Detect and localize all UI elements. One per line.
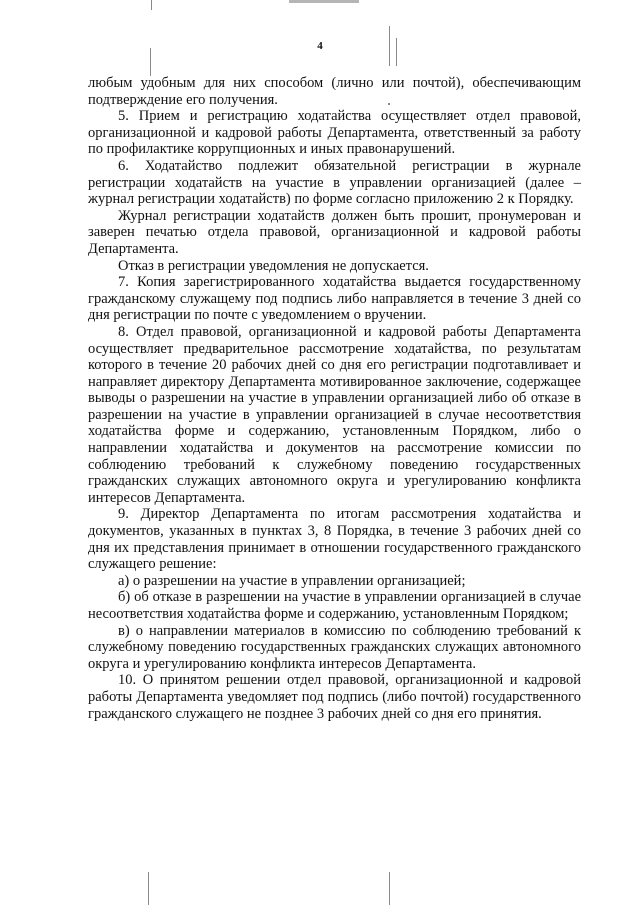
paragraph-journal: Журнал регистрации ходатайств должен быть прошит, пронумерован и заверен печатью отдела правовой, организационной и кадровой работы Департамента. xyxy=(88,207,581,257)
paragraph-subitem-a: а) о разрешении на участие в управлении организацией; xyxy=(118,572,466,589)
paragraph-subitem-b: б) об отказе в разрешении на участие в управлении организацией в случае несоответствия ходатайства форме и содержанию, установленным Порядком; xyxy=(88,589,581,622)
paragraph-continuation: любым удобным для них способом (лично или почтой), обеспечивающим подтверждение его получения. xyxy=(88,75,581,108)
scan-artifact-line xyxy=(148,872,149,905)
paragraph-item-9: 9. Директор Департамента по итогам рассмотрения ходатайства и документов, указанных в пунктах 3, 8 Порядка, в течение 3 рабочих дней со дня их представления принимает в отношении государственного гражданского служащего решение: xyxy=(88,506,581,573)
paragraph-item-7: 7. Копия зарегистрированного ходатайства выдается государственному гражданскому служащему под подпись либо направляется в течение 3 дней со дня регистрации по почте с уведомлением о вручении. xyxy=(88,274,581,324)
paragraph-item-8: 8. Отдел правовой, организационной и кадровой работы Департамента осуществляет предварительное рассмотрение ходатайства, по результатам которого в течение 20 рабочих дней со дня его регистрации подготавливает и направляет директору Департамента мотивированное заключение, содержащее выводы о разрешении на участие в управлении организацией либо об отказе в разрешении на участие в управлении организацией в случае несоответствия ходатайства форме и содержанию, установленным Порядком, либо о направлении ходатайства и документов на рассмотрение комиссии по соблюдению требований к служебному поведению государственных гражданских служащих автономного округа и урегулированию конфликта интересов Департамента. xyxy=(88,323,581,506)
scan-artifact-line xyxy=(389,872,390,905)
document-body xyxy=(88,75,581,722)
paragraph-subitem-v: в) о направлении материалов в комиссию по соблюдению требований к служебному поведению государственных гражданских служащих автономного округа и урегулированию конфликта интересов Департамента. xyxy=(88,622,581,672)
scan-artifact-smudge xyxy=(289,0,359,3)
paragraph-item-5: 5. Прием и регистрацию ходатайства осуществляет отдел правовой, организационной и кадровой работы Департамента, ответственный за работу по профилактике коррупционных и иных правонарушений. xyxy=(88,108,581,158)
paragraph-item-6: 6. Ходатайство подлежит обязательной регистрации в журнале регистрации ходатайств на участие в управлении организацией (далее – журнал регистрации ходатайств) по форме согласно приложению 2 к Порядку. xyxy=(88,157,581,208)
page-number: 4 xyxy=(317,40,323,52)
scan-artifact-line xyxy=(150,48,151,76)
paragraph-refusal: Отказ в регистрации уведомления не допускается. xyxy=(118,257,429,274)
paragraph-item-10: 10. О принятом решении отдел правовой, организационной и кадровой работы Департамента уведомляет под подпись (либо почтой) государственного гражданского служащего не позднее 3 рабочих дней со дня его принятия. xyxy=(88,672,581,722)
scan-artifact-line xyxy=(151,0,152,10)
